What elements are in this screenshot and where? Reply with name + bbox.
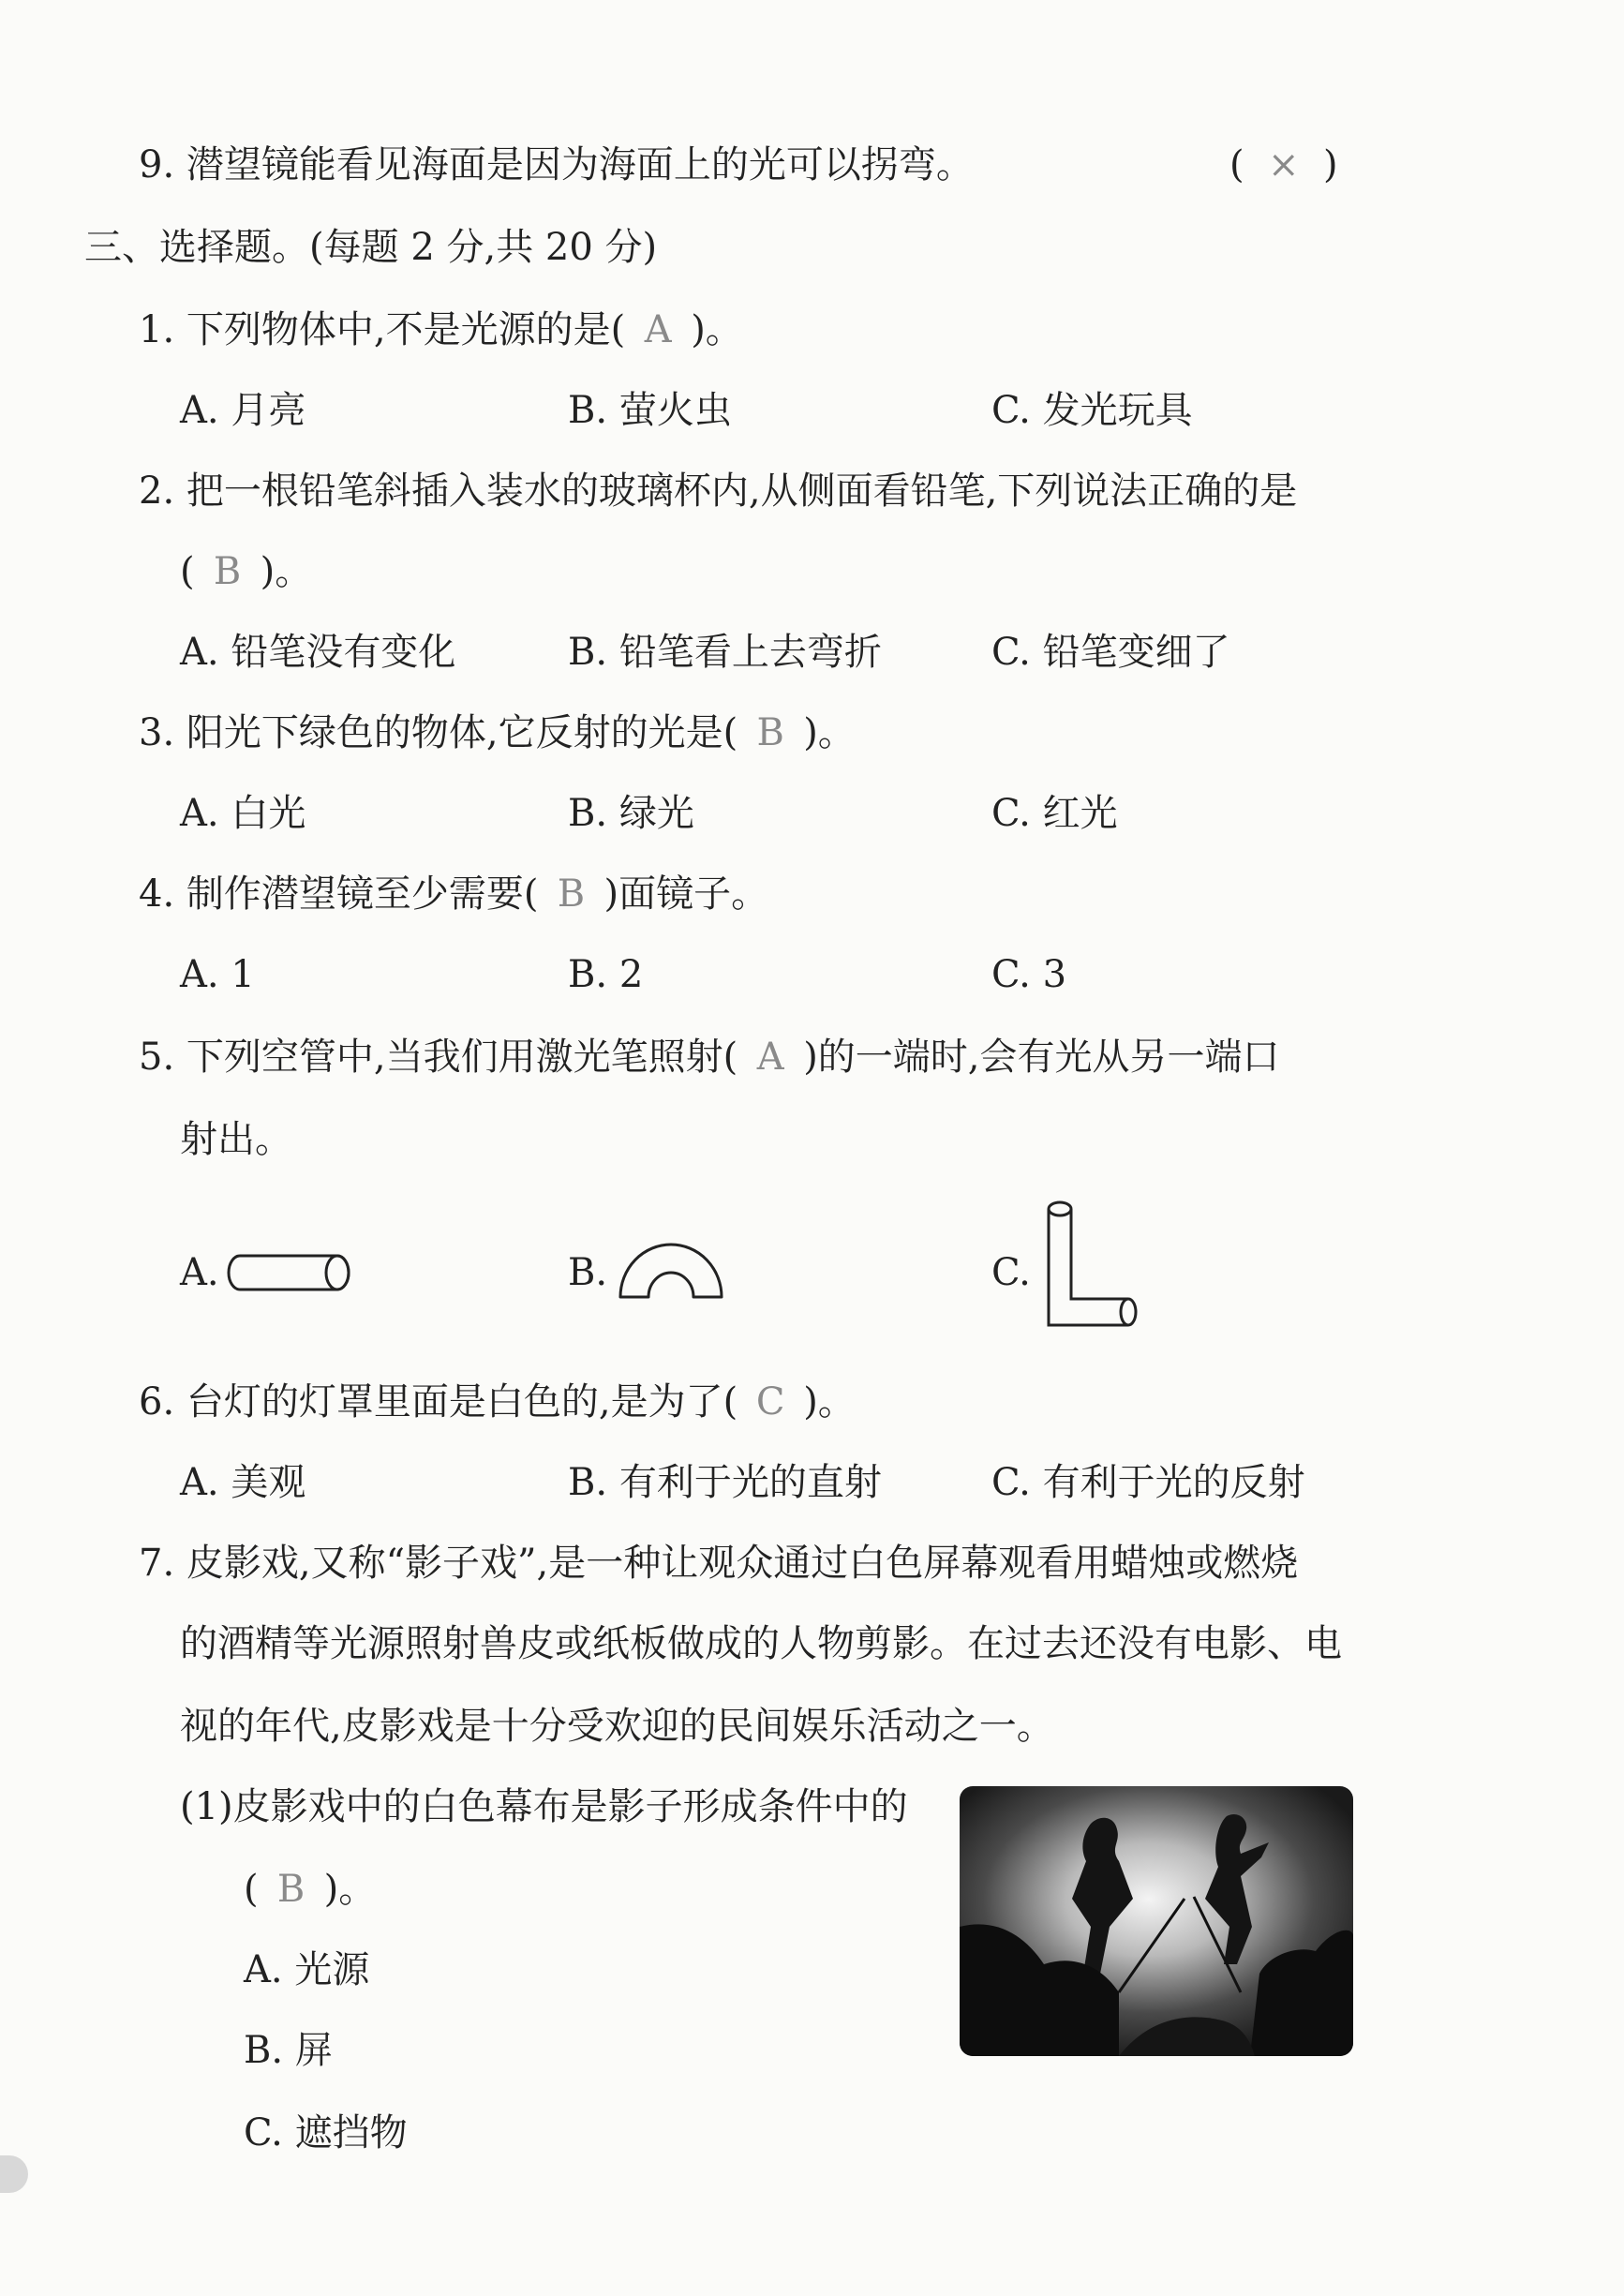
question-7-1-answer: B [276,1868,305,1911]
q4-option-b: B. 2 [568,953,644,996]
question-4-answer: B [557,872,586,916]
question-3-tail: )。 [803,711,856,754]
question-3-text: 3. 阳光下绿色的物体,它反射的光是( [139,711,738,754]
question-9-text: 9. 潜望镜能看见海面是因为海面上的光可以拐弯。 [139,143,974,186]
q5-option-a: A. [180,1251,219,1294]
q5-option-b: B. [568,1251,608,1294]
answer-open: ( [180,550,195,593]
cross-mark: × [1268,143,1300,186]
q7-1-option-a: A. 光源 [244,1948,370,1991]
page-corner-mark [0,2155,28,2193]
q7-1-option-b: B. 屏 [244,2029,333,2072]
question-5-answer: A [756,1036,784,1079]
arch-tube-icon [615,1237,727,1301]
question-1-answer: A [644,308,672,351]
question-1 [139,307,743,352]
question-3-answer: B [756,711,784,754]
question-1-tail: )。 [691,308,743,351]
question-7-line1: 7. 皮影戏,又称“影子戏”,是一种让观众通过白色屏幕观看用蜡烛或燃烧 [139,1542,1299,1585]
question-2-answer-line [180,549,312,594]
q6-option-a: A. 美观 [180,1461,306,1504]
q3-option-a: A. 白光 [180,792,306,835]
question-5-tail: )的一端时,会有光从另一端口 [803,1036,1280,1079]
mark-close: ) [1323,143,1338,186]
question-6-text: 6. 台灯的灯罩里面是白色的,是为了( [139,1380,738,1424]
section-title: 三、选择题。(每题 2 分,共 20 分) [84,226,658,269]
answer-close: )。 [260,550,313,593]
l-shaped-tube-icon [1040,1200,1140,1334]
question-6-answer: C [755,1380,785,1424]
question-2-answer: B [213,550,242,593]
question-6 [139,1379,856,1424]
question-4 [139,872,768,917]
question-5-text: 5. 下列空管中,当我们用激光笔照射( [139,1036,738,1079]
q1-option-a: A. 月亮 [180,389,306,432]
mark-open: ( [1229,143,1244,186]
q1-option-c: C. 发光玩具 [991,389,1193,432]
question-5 [139,1035,1280,1080]
question-4-text: 4. 制作潜望镜至少需要( [139,872,539,916]
q2-option-b: B. 铅笔看上去弯折 [568,631,882,674]
question-7-sub1-text: (1)皮影戏中的白色幕布是影子形成条件中的 [180,1785,908,1828]
question-7-line3: 视的年代,皮影戏是十分受欢迎的民间娱乐活动之一。 [180,1705,1054,1748]
q3-option-b: B. 绿光 [568,792,694,835]
q3-option-c: C. 红光 [991,792,1118,835]
q6-option-b: B. 有利于光的直射 [568,1461,882,1504]
q4-option-a: A. 1 [180,953,255,996]
q2-option-c: C. 铅笔变细了 [991,631,1230,674]
question-3 [139,710,856,755]
answer-close: )。 [323,1868,377,1911]
question-1-text: 1. 下列物体中,不是光源的是( [139,308,626,351]
q2-option-a: A. 铅笔没有变化 [180,631,456,674]
straight-tube-icon [227,1252,354,1293]
q5-option-c: C. [991,1251,1031,1294]
question-5-line2: 射出。 [180,1118,292,1161]
question-6-tail: )。 [803,1380,856,1424]
q7-1-option-c: C. 遮挡物 [244,2111,408,2154]
question-7-line2: 的酒精等光源照射兽皮或纸板做成的人物剪影。在过去还没有电影、电 [180,1622,1342,1665]
answer-open: ( [244,1868,259,1911]
q6-option-c: C. 有利于光的反射 [991,1461,1305,1504]
shadow-play-photo [960,1786,1353,2056]
q1-option-b: B. 萤火虫 [568,389,732,432]
question-9-mark [1229,142,1338,187]
q4-option-c: C. 3 [991,953,1067,996]
question-2-text: 2. 把一根铅笔斜插入装水的玻璃杯内,从侧面看铅笔,下列说法正确的是 [139,470,1298,513]
question-7-sub1-answer-line [244,1867,376,1912]
question-4-tail: )面镜子。 [603,872,769,916]
